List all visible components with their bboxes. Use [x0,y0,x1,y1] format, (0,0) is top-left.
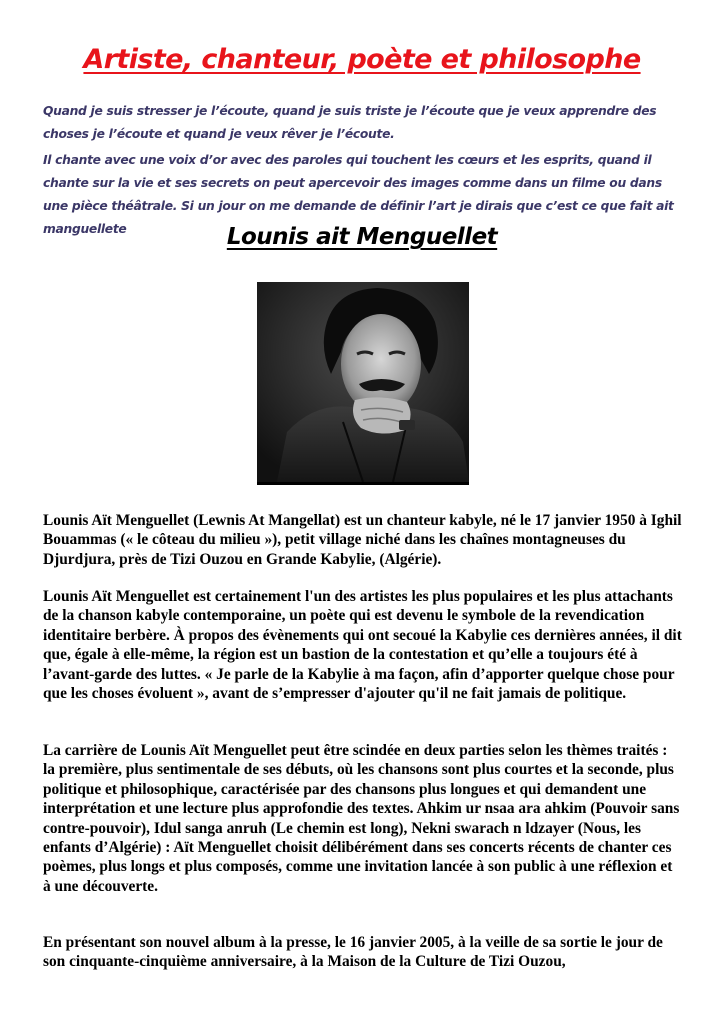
page-title: Artiste, chanteur, poète et philosophe [83,44,641,75]
section-title: Lounis ait Menguellet [226,224,498,250]
body-paragraph: Lounis Aït Menguellet est certainement l'un des artistes les plus populaires et les plus attachants de la chanson kabyle contemporaine, un poète qui est devenu le symbole de la revendication identitaire berbère. À propos des évènements qui ont secoué la Kabylie ces dernières années, il dit que, égale à elle-même, la région est un bastion de la contestation et qu’elle a toujours été à l’avant-garde des luttes. « Je parle de la Kabylie à ma façon, afin d’apporter quelque chose pour que les choses évoluent », avant de s’empresser d'ajouter qu'il ne fait jamais de politique. [43,588,682,703]
body-paragraph: Lounis Aït Menguellet (Lewnis At Mangellat) est un chanteur kabyle, né le 17 janvier 1950 à Ighil Bouammas (« le côteau du milieu »), petit village niché dans les chaînes montagneuses du Djurdjura, près de Tizi Ouzou en Grande Kabylie, (Algérie). [43,512,682,568]
artist-portrait-photo [257,282,469,485]
body-paragraph: En présentant son nouvel album à la presse, le 16 janvier 2005, à la veille de sa sortie le jour de son cinquante-cinquième anniversaire, à la Maison de la Culture de Tizi Ouzou, [43,934,663,971]
intro-paragraph: Quand je suis stresser je l’écoute, quand je suis triste je l’écoute que je veux apprendre des choses je l’écoute et quand je veux rêver je l’écoute. [43,104,657,141]
body-paragraph: La carrière de Lounis Aït Menguellet peut être scindée en deux parties selon les thèmes traités : la première, plus sentimentale de ses débuts, où les chansons sont plus courtes et la seconde, plus politique et philosophique, caractérisée par des chansons plus longues et qui demandent une interprétation et une lecture plus approfondie des textes. Ahkim ur nsaa ara ahkim (Pouvoir sans contre-pouvoir), Idul sanga anruh (Le chemin est long), Nekni swarach n ldzayer (Nous, les enfants d’Algérie) : Aït Menguellet choisit délibérément dans ses concerts récents de chanter ces poèmes, plus longs et plus composés, comme une invitation lancée à son public à une réflexion et à une découverte. [43,742,680,895]
intro-paragraph: Il chante avec une voix d’or avec des paroles qui touchent les cœurs et les esprits, quand il chante sur la vie et ses secrets on peut apercevoir des images comme dans un filme ou dans une pièce théâtrale. Si un jour on me demande de définir l’art je dirais que c’est ce que fait ait manguellete [43,153,674,236]
